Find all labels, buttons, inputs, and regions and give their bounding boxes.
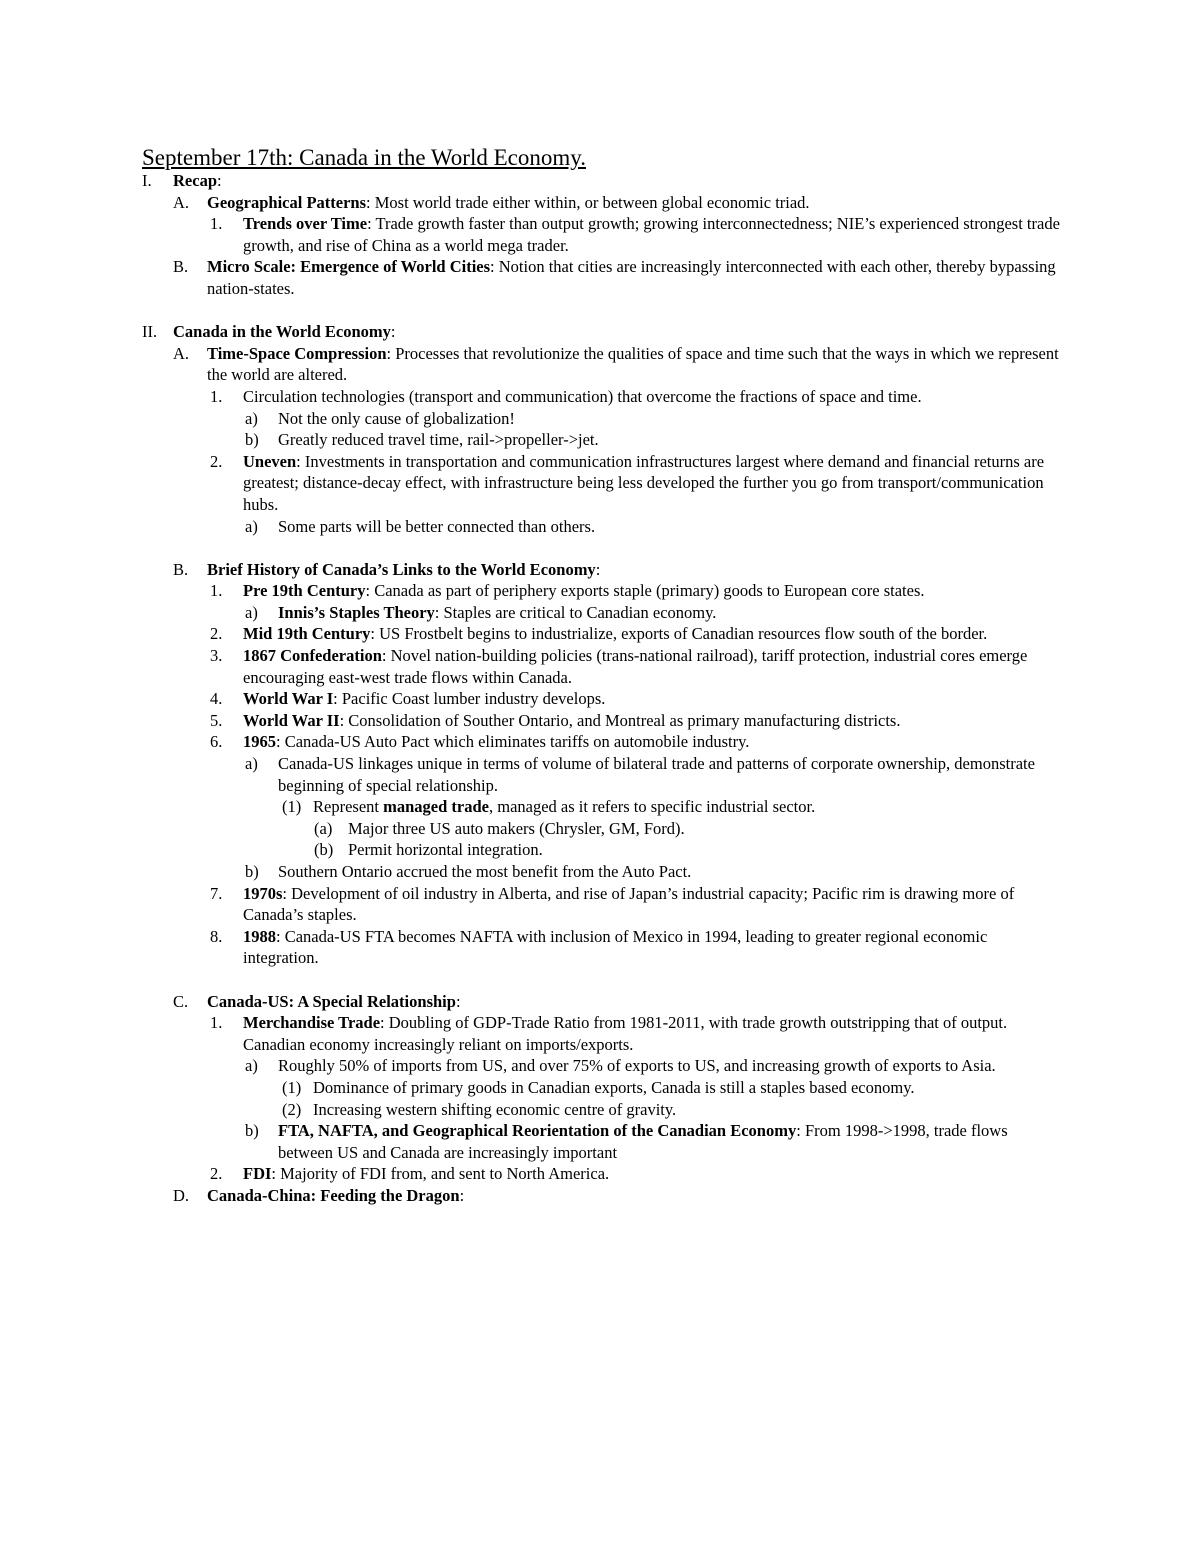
outline-item	[0, 1120, 1065, 1163]
item-term: Recap	[173, 171, 217, 190]
list-marker: a)	[245, 1056, 258, 1076]
item-text: Greatly reduced travel time, rail->propeller->jet.	[278, 430, 599, 450]
item-text: : Staples are critical to Canadian economy.	[434, 602, 717, 622]
outline-item	[0, 861, 1065, 883]
outline-item	[0, 623, 1065, 645]
outline-item	[0, 1055, 1065, 1077]
outline-item	[0, 580, 1065, 602]
item-text: Major three US auto makers (Chrysler, GM, Ford).	[348, 818, 685, 838]
list-marker: (1)	[282, 1077, 302, 1097]
item-text: :	[595, 559, 601, 579]
outline-item	[0, 796, 1065, 818]
list-marker: 1.	[210, 1013, 223, 1033]
outline-item	[0, 170, 1065, 192]
item-term: 1965	[243, 732, 276, 752]
item-text: Increasing western shifting economic centre of gravity.	[313, 1099, 677, 1119]
item-text: Circulation technologies (transport and communication) that overcome the fractions of space and time.	[243, 386, 922, 406]
item-term: Canada in the World Economy	[173, 322, 391, 342]
list-marker: 6.	[210, 732, 223, 752]
item-term: managed trade	[383, 797, 489, 817]
list-marker: 1.	[210, 214, 223, 234]
item-text: Some parts will be better connected than others.	[278, 516, 596, 536]
list-marker: A.	[173, 343, 190, 363]
list-marker: (b)	[314, 840, 334, 860]
blank-line	[0, 300, 1200, 322]
item-term: FDI	[243, 1164, 272, 1184]
item-text: Represent	[313, 797, 384, 817]
outline-item	[0, 818, 1065, 840]
list-marker: B.	[173, 559, 189, 579]
list-marker: 8.	[210, 926, 223, 946]
item-text: : Consolidation of Souther Ontario, and Montreal as primary manufacturing districts.	[339, 710, 901, 730]
outline-item	[0, 451, 1065, 516]
list-marker: a)	[245, 408, 258, 428]
list-marker: 4.	[210, 689, 223, 709]
item-text: : Processes that revolutionize the qualities of space and time such that the ways in which we represent the world are altered.	[207, 343, 1059, 385]
list-marker: D.	[173, 1185, 190, 1205]
outline	[0, 170, 1200, 1207]
outline-item	[0, 839, 1065, 861]
list-marker: B.	[173, 257, 189, 277]
outline-item	[0, 688, 1065, 710]
outline-item	[0, 429, 1065, 451]
outline-item	[0, 991, 1065, 1013]
item-text: :	[455, 991, 461, 1011]
item-term: Pre 19th Century	[243, 581, 366, 601]
list-marker: A.	[173, 192, 190, 212]
item-term: Merchandise Trade	[243, 1013, 381, 1033]
item-text: : Notion that cities are increasingly interconnected with each other, thereby bypassing nation-states.	[207, 257, 1056, 298]
list-marker: 2.	[210, 451, 223, 471]
list-marker: 1.	[210, 386, 223, 406]
outline-item	[0, 753, 1065, 796]
outline-item	[0, 1099, 1065, 1121]
outline-item	[0, 731, 1065, 753]
item-text: : Canada-US FTA becomes NAFTA with inclusion of Mexico in 1994, leading to greater regional economic integration.	[243, 926, 988, 968]
item-term: Canada-US: A Special Relationship	[207, 991, 456, 1011]
item-text: Canada-US linkages unique in terms of volume of bilateral trade and patterns of corporate ownership, demonstrate beginning of special relationship.	[278, 754, 1035, 795]
item-term: World War II	[243, 710, 340, 730]
list-marker: 2.	[210, 624, 223, 644]
list-marker: a)	[245, 602, 258, 622]
item-text: : Pacific Coast lumber industry develops.	[333, 689, 606, 709]
outline-item	[0, 256, 1065, 299]
item-text: Dominance of primary goods in Canadian exports, Canada is still a staples based economy.	[313, 1077, 915, 1097]
outline-item	[0, 213, 1065, 256]
item-term: Trends over Time	[243, 214, 368, 234]
item-text: :	[217, 171, 222, 190]
outline-item	[0, 1185, 1065, 1207]
outline-item	[0, 602, 1065, 624]
item-text: Southern Ontario accrued the most benefit from the Auto Pact.	[278, 862, 692, 881]
list-marker: II.	[142, 322, 158, 342]
outline-item	[0, 516, 1065, 538]
list-marker: b)	[245, 430, 259, 450]
item-text: : Canada-US Auto Pact which eliminates tariffs on automobile industry.	[276, 732, 750, 752]
item-text: : Investments in transportation and communication infrastructures largest where demand and financial returns are greatest; distance-decay effect, with infrastructure being less developed the further you go from transport/communication hubs.	[243, 451, 1045, 514]
item-text: : Trade growth faster than output growth; growing interconnectedness; NIE’s experienced strongest trade growth, and rise of China as a world mega trader.	[243, 214, 1060, 255]
outline-item	[0, 1077, 1065, 1099]
outline-item	[0, 645, 1065, 688]
blank-line	[0, 969, 1200, 991]
item-term: World War I	[243, 689, 334, 709]
list-marker: a)	[245, 516, 258, 536]
item-text: Permit horizontal integration.	[348, 840, 543, 860]
list-marker: b)	[245, 862, 259, 881]
outline-item	[0, 321, 1065, 343]
list-marker: b)	[245, 1121, 259, 1141]
item-term: Time-Space Compression	[207, 343, 387, 363]
item-text: : Canada as part of periphery exports staple (primary) goods to European core states.	[365, 581, 925, 601]
list-marker: (1)	[282, 797, 302, 817]
item-text: Roughly 50% of imports from US, and over 75% of exports to US, and increasing growth of exports to Asia.	[278, 1056, 996, 1076]
item-text: : Most world trade either within, or between global economic triad.	[366, 192, 810, 212]
item-term: 1970s	[243, 883, 283, 903]
outline-item	[0, 1163, 1065, 1185]
item-term: FTA, NAFTA, and Geographical Reorientation of the Canadian Economy	[278, 1121, 797, 1141]
list-marker: (a)	[314, 818, 333, 838]
list-marker: 7.	[210, 883, 223, 903]
item-text: : Majority of FDI from, and sent to North America.	[271, 1164, 610, 1184]
item-text: : Doubling of GDP-Trade Ratio from 1981-2011, with trade growth outstripping that of output. Canadian economy increasingly reliant on imports/exports.	[243, 1013, 1008, 1054]
item-text: : Novel nation-building policies (trans-national railroad), tariff protection, industrial cores emerge encouraging east-west trade flows within Canada.	[243, 646, 1028, 687]
item-text: :	[390, 322, 396, 342]
item-term: Mid 19th Century	[243, 624, 371, 644]
list-marker: (2)	[282, 1099, 302, 1119]
list-marker: 5.	[210, 710, 223, 730]
outline-item	[0, 343, 1065, 386]
item-text: : From 1998->1998, trade flows between US and Canada are increasingly important	[278, 1121, 1008, 1162]
outline-item	[0, 386, 1065, 408]
outline-item	[0, 559, 1065, 581]
list-marker: 2.	[210, 1164, 223, 1184]
outline-item	[0, 192, 1065, 214]
item-term: 1867 Confederation	[243, 646, 382, 666]
item-term: Brief History of Canada’s Links to the World Economy	[207, 559, 596, 579]
outline-item	[0, 710, 1065, 732]
item-term: Canada-China: Feeding the Dragon	[207, 1185, 460, 1205]
item-text: Not the only cause of globalization!	[278, 408, 515, 428]
item-text: :	[459, 1185, 465, 1205]
item-text: , managed as it refers to specific industrial sector.	[488, 797, 816, 817]
outline-item	[0, 926, 1065, 969]
item-term: Innis’s Staples Theory	[278, 602, 435, 622]
list-marker: 3.	[210, 646, 223, 666]
list-marker: I.	[142, 171, 152, 190]
item-text: : US Frostbelt begins to industrialize, exports of Canadian resources flow south of the border.	[370, 624, 988, 644]
outline-item	[0, 1012, 1065, 1055]
blank-line	[0, 537, 1200, 559]
item-text: : Development of oil industry in Alberta, and rise of Japan’s industrial capacity; Pacific rim is drawing more of Canada’s staples.	[243, 883, 1015, 925]
outline-item	[0, 883, 1065, 926]
list-marker: 1.	[210, 581, 223, 601]
list-marker: a)	[245, 754, 258, 774]
list-marker: C.	[173, 991, 189, 1011]
outline-item	[0, 408, 1065, 430]
page-title: September 17th: Canada in the World Economy.	[142, 145, 586, 170]
item-term: Uneven	[243, 451, 297, 471]
item-term: Geographical Patterns	[207, 192, 367, 212]
item-term: Micro Scale: Emergence of World Cities	[207, 257, 491, 277]
item-term: 1988	[243, 926, 276, 946]
